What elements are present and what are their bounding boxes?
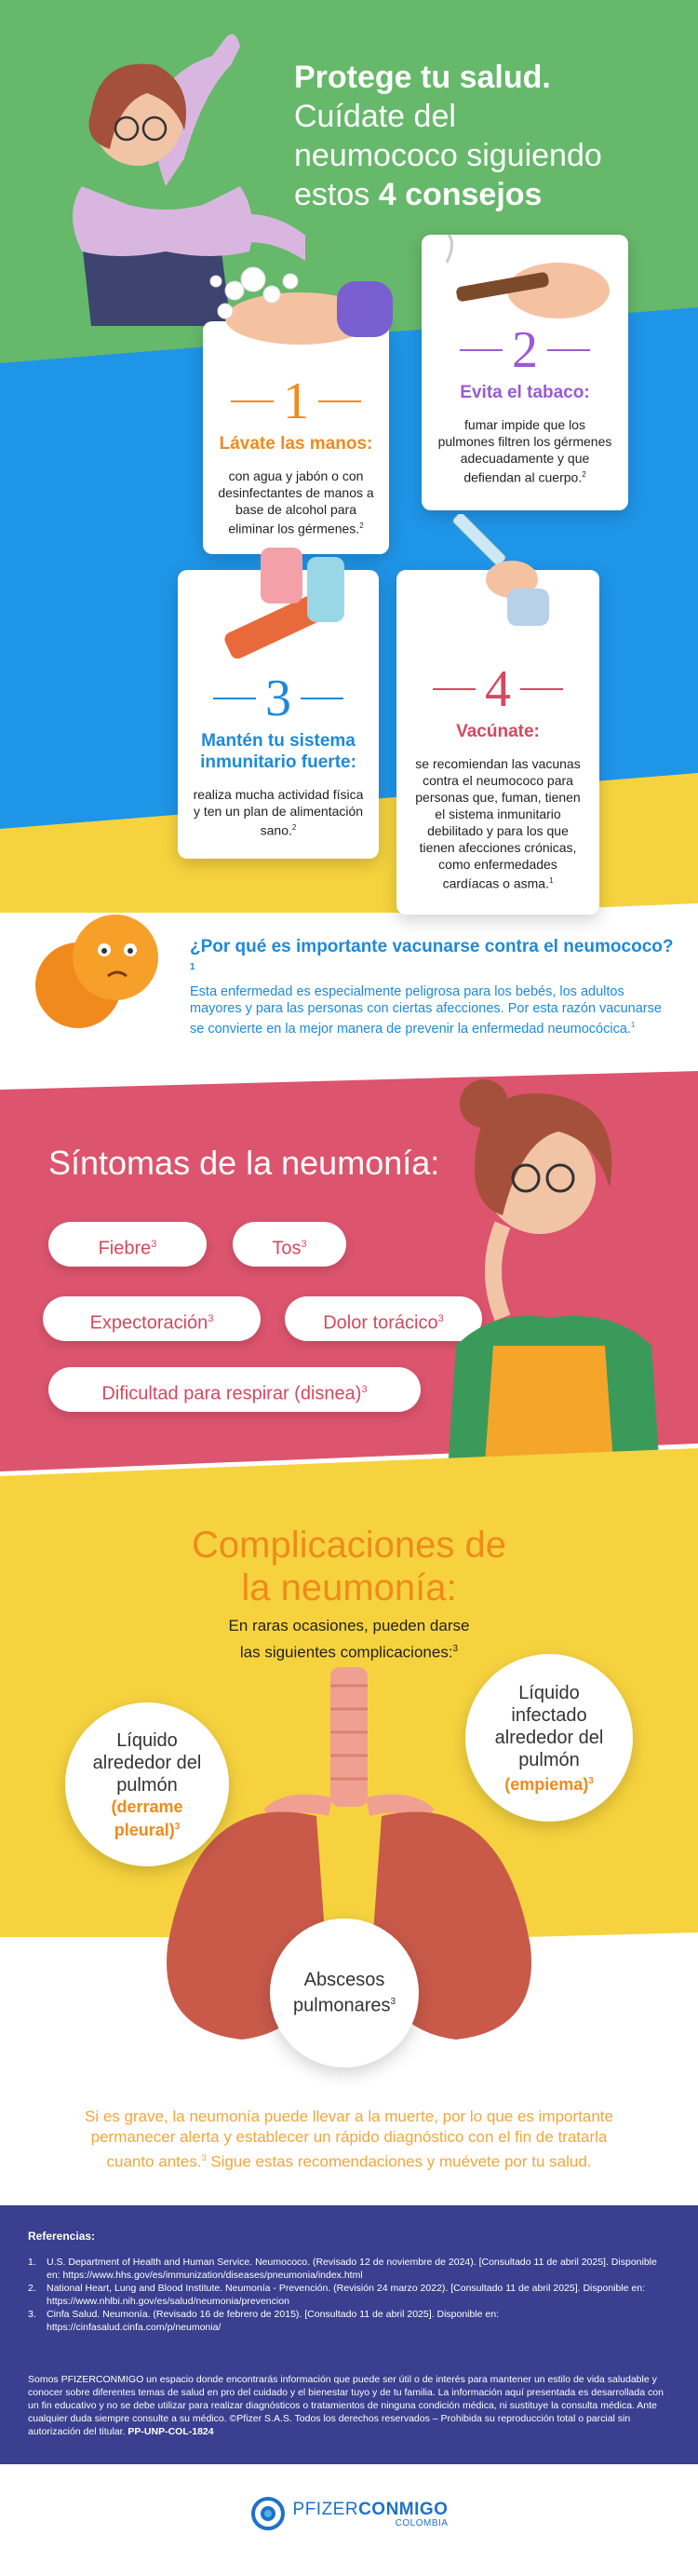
syringe-illustration bbox=[437, 514, 568, 635]
tip-number-3: 3 bbox=[191, 672, 366, 725]
pfizer-logo-icon bbox=[250, 2496, 286, 2531]
tip-body-4: se recomiendan las vacunas contra el neumococo para personas que, fuman, tienen el sistema inmunitario debilitado y para los que tienen afecciones crónicas, como enfermedades cardíacas o asma.$^1$ bbox=[415, 756, 581, 891]
fitness-illustration bbox=[205, 538, 363, 678]
tip-heading-3: Mantén tu sistema inmunitario fuerte: bbox=[200, 731, 356, 772]
reference-item: 2. National Heart, Lung and Blood Institute. Neumonía - Prevención. (Revisión 24 marzo 2022). [Consultado 11 de abril 2025]. Disponible en: https://www.nhlbi.nih.gov/es/salud/neumonia/prevencion bbox=[28, 2283, 646, 2307]
vaccine-question-block bbox=[190, 937, 674, 1037]
tip-heading-4: Vacúnate: bbox=[456, 722, 540, 741]
symptom-pill-expectoration: Expectoración$^3$ bbox=[43, 1296, 261, 1341]
tip-heading-1: Lávate las manos: bbox=[219, 434, 373, 454]
hero-title-line4-bold: 4 consejos bbox=[378, 177, 543, 212]
references-footer bbox=[0, 2205, 698, 2464]
tip-body-1: con agua y jabón o con desinfectantes de manos a base de alcohol para eliminar los gérmenes.$^2$ bbox=[218, 468, 374, 536]
disclaimer-text: Somos PFIZERCONMIGO un espacio donde encontrarás información que puede ser útil o de interés para mantener un estilo de vida saludable y conocer sobre diferentes temas de salud en pro del cuidado y el bienestar tuyo y de tu familia. La información aquí presentada es desarrollada con un fin educativo y no se debe utilizar para realizar diagnósticos o tratamientos de ninguna condición médica, ni sustituye la consulta médica. Ante cualquier duda siempre consulte a su médico. ©Pfizer S.A.S. Todos los derechos reservados – Prohibida su reproducción total o parcial sin autorización del titular. PP-UNP-COL-1824 bbox=[28, 2374, 664, 2437]
symptom-pill-fever: Fiebre$^3$ bbox=[48, 1222, 207, 1267]
hero-title bbox=[294, 58, 685, 214]
symptoms-title: Síntomas de la neumonía: bbox=[48, 1144, 440, 1182]
reference-item: 3. Cinfa Salud. Neumonía. (Revisado 16 de febrero de 2015). [Consultado 11 de abril 2025]. Disponible en: https://cinfasalud.cinfa.com/p/neumonia/ bbox=[28, 2309, 500, 2333]
symptom-pill-cough: Tos$^3$ bbox=[233, 1222, 346, 1267]
cigar-hand-illustration bbox=[428, 235, 624, 337]
vaccine-question: ¿Por qué es importante vacunarse contra el neumococo?$^1$ bbox=[190, 937, 674, 972]
complications-title: Complicaciones de la neumonía: bbox=[192, 1525, 506, 1608]
hero-title-bold: Protege tu salud. bbox=[294, 60, 551, 95]
hero-title-line4: estos bbox=[294, 177, 379, 212]
hero-title-line3: neumococo siguiendo bbox=[294, 138, 602, 173]
symptom-pill-dyspnea: Dificultad para respirar (disnea)$^3$ bbox=[48, 1367, 421, 1412]
references-list bbox=[28, 2256, 670, 2334]
thinking-woman-illustration bbox=[409, 1038, 689, 1485]
symptom-pill-chest-pain: Dolor torácico$^3$ bbox=[285, 1296, 482, 1341]
tip-body-2: fumar impide que los pulmones filtren los gérmenes adecuadamente y que defiendan al cuerpo.$^2$ bbox=[437, 417, 612, 485]
complication-bubble-abscess: Abscesos pulmonares$^3$ bbox=[270, 1918, 419, 2068]
worried-emoji-illustration bbox=[22, 902, 171, 1041]
complication-bubble-pleural-effusion: Líquido alrededor del pulmón (derrame pleural)$^3$ bbox=[65, 1702, 229, 1866]
handwashing-illustration bbox=[197, 253, 393, 365]
tip-number-1: 1 bbox=[216, 375, 376, 427]
pfizerconmigo-logo: PFIZERCONMIGO COLOMBIA bbox=[0, 2496, 698, 2531]
tip-body-3: realiza mucha actividad física y ten un plan de alimentación sano.$^2$ bbox=[193, 787, 364, 838]
vaccine-answer: Esta enfermedad es especialmente peligrosa para los bebés, los adultos mayores y para las personas con ciertas afecciones. Por esta razón vacunarse se convierte en la mejor manera de prevenir la enfermedad neumocócica.$^1$ bbox=[190, 984, 662, 1037]
warning-text: Si es grave, la neumonía puede llevar a la muerte, por lo que es importante permanecer alerta y establecer un rápido diagnóstico con el fin de tratarla cuanto antes.$^3$ Sigue estas recomendaciones y muévete por tu salud. bbox=[85, 2108, 613, 2171]
tip-number-2: 2 bbox=[435, 324, 615, 376]
references-title: Referencias: bbox=[28, 2230, 96, 2243]
tip-heading-2: Evita el tabaco: bbox=[460, 383, 590, 402]
tip-number-4: 4 bbox=[409, 663, 586, 715]
hero-title-line2: Cuídate del bbox=[294, 99, 456, 134]
complication-bubble-empyema: Líquido infectado alrededor del pulmón (empiema)$^3$ bbox=[465, 1654, 633, 1822]
complications-subtitle: En raras ocasiones, pueden darse las siguientes complicaciones:$^3$ bbox=[228, 1617, 470, 1661]
reference-item: 1. U.S. Department of Health and Human Service. Neumococo. (Revisado 12 de noviembre de 2024). [Consultado 11 de abril 2025]. Disponible en: https://www.hhs.gov/es/immunization/diseases/pneumonia/index.html bbox=[28, 2257, 657, 2281]
